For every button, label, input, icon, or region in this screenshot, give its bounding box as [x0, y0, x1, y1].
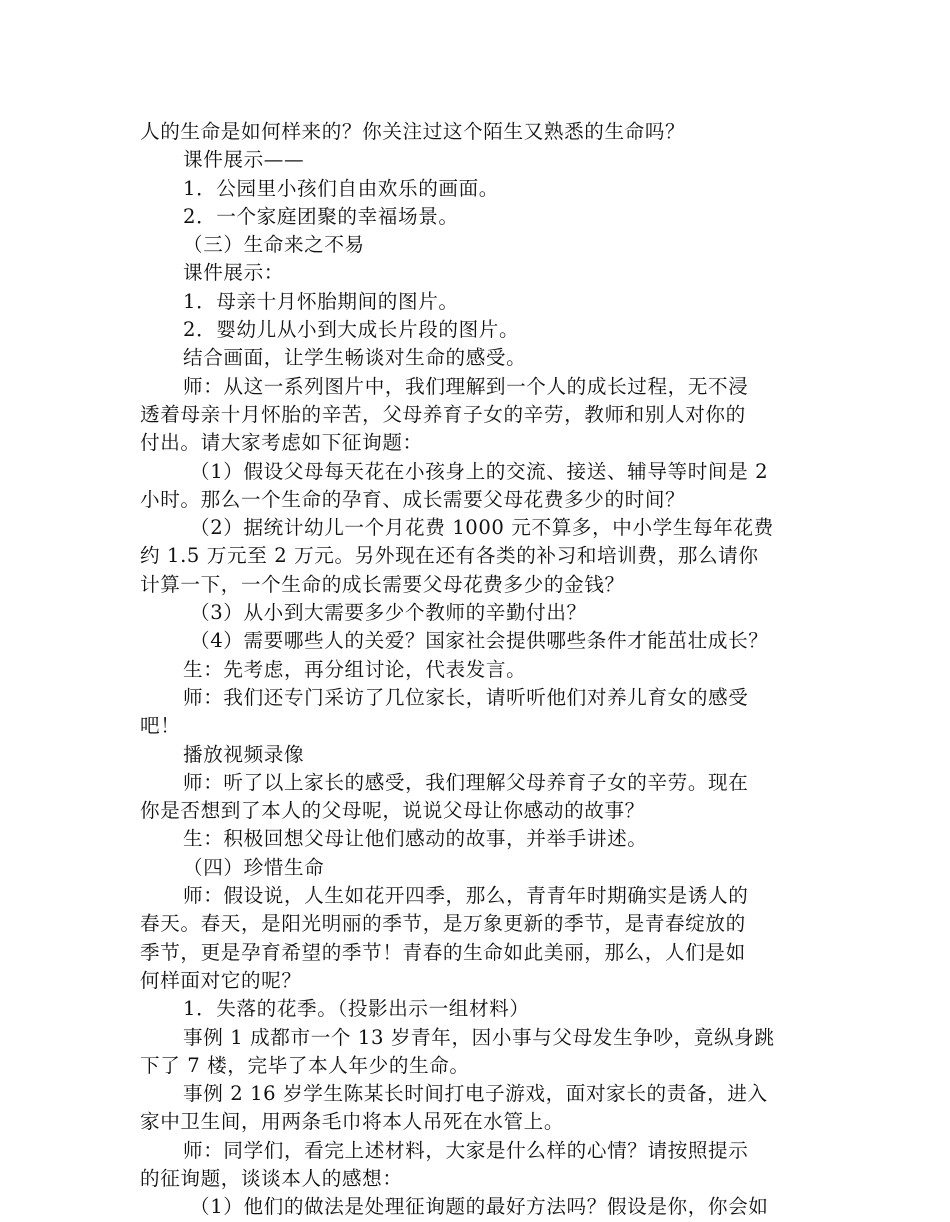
document-body — [140, 118, 812, 1222]
text-line: 春天。春天，是阳光明丽的季节，是万象更新的季节，是青春绽放的 — [140, 912, 746, 936]
text-line: 事例 2 16 岁学生陈某长时间打电子游戏，面对家长的责备，进入 — [183, 1082, 768, 1106]
text-line: 季节，更是孕育希望的季节！青春的生命如此美丽，那么，人们是如 — [140, 940, 746, 964]
text-line: 付出。请大家考虑如下征询题： — [140, 431, 423, 455]
text-line: 1．公园里小孩们自由欢乐的画面。 — [183, 176, 499, 200]
text-line: 师：我们还专门采访了几位家长，请听听他们对养儿育女的感受 — [183, 685, 749, 709]
text-line: 结合画面，让学生畅谈对生命的感受。 — [183, 346, 527, 370]
text-line: 生：积极回想父母让他们感动的故事，并举手讲述。 — [183, 827, 648, 851]
text-line: （1）假设父母每天花在小孩身上的交流、接送、辅导等时间是 2 — [190, 459, 769, 483]
text-line: 生：先考虑，再分组讨论，代表发言。 — [183, 657, 527, 681]
text-line: （四）珍惜生命 — [183, 855, 325, 879]
text-line: 1．母亲十月怀胎期间的图片。 — [183, 289, 459, 313]
text-line: 师：假设说，人生如花开四季，那么，青青年时期确实是诱人的 — [183, 884, 749, 908]
text-line: 约 1.5 万元至 2 万元。另外现在还有各类的补习和培训费，那么请你 — [140, 544, 759, 568]
text-line: 课件展示： — [183, 261, 284, 285]
text-line: （3）从小到大需要多少个教师的辛勤付出？ — [190, 601, 587, 625]
text-line: （2）据统计幼儿一个月花费 1000 元不算多，中小学生每年花费 — [190, 516, 774, 540]
text-line: 人的生命是如何样来的？你关注过这个陌生又熟悉的生命吗？ — [140, 120, 686, 143]
text-line: 事例 1 成都市一个 13 岁青年，因小事与父母发生争吵，竟纵身跳 — [183, 1025, 775, 1049]
text-line: 吧！ — [140, 714, 181, 738]
text-line: 播放视频录像 — [183, 742, 305, 766]
text-line: 师：同学们，看完上述材料，大家是什么样的心情？请按照提示 — [183, 1138, 749, 1162]
text-line: 2．一个家庭团聚的幸福场景。 — [183, 204, 459, 228]
text-line: 师：听了以上家长的感受，我们理解父母养育子女的辛劳。现在 — [183, 770, 749, 794]
text-line: 家中卫生间，用两条毛巾将本人吊死在水管上。 — [140, 1110, 565, 1134]
text-line: 师：从这一系列图片中，我们理解到一个人的成长过程，无不浸 — [183, 374, 749, 398]
text-line: 计算一下，一个生命的成长需要父母花费多少的金钱？ — [140, 572, 625, 596]
text-line: 2．婴幼儿从小到大成长片段的图片。 — [183, 318, 520, 342]
text-line: 课件展示—— — [183, 148, 305, 172]
text-line: 你是否想到了本人的父母呢，说说父母让你感动的故事？ — [140, 799, 645, 823]
text-line: 透着母亲十月怀胎的辛苦，父母养育子女的辛劳，教师和别人对你的 — [140, 402, 746, 426]
text-line: （1）他们的做法是处理征询题的最好方法吗？假设是你，你会如 — [190, 1195, 769, 1219]
text-line: 何样面对它的呢？ — [140, 968, 302, 992]
text-line: 下了 7 楼，完毕了本人年少的生命。 — [140, 1053, 470, 1077]
text-line: 的征询题，谈谈本人的感想： — [140, 1166, 403, 1190]
text-line: 小时。那么一个生命的孕育、成长需要父母花费多少的时间？ — [140, 487, 686, 511]
text-line: （三）生命来之不易 — [183, 233, 365, 257]
text-line: 1．失落的花季。（投影出示一组材料） — [183, 997, 530, 1021]
text-line: （4）需要哪些人的关爱？国家社会提供哪些条件才能茁壮成长？ — [190, 629, 769, 653]
